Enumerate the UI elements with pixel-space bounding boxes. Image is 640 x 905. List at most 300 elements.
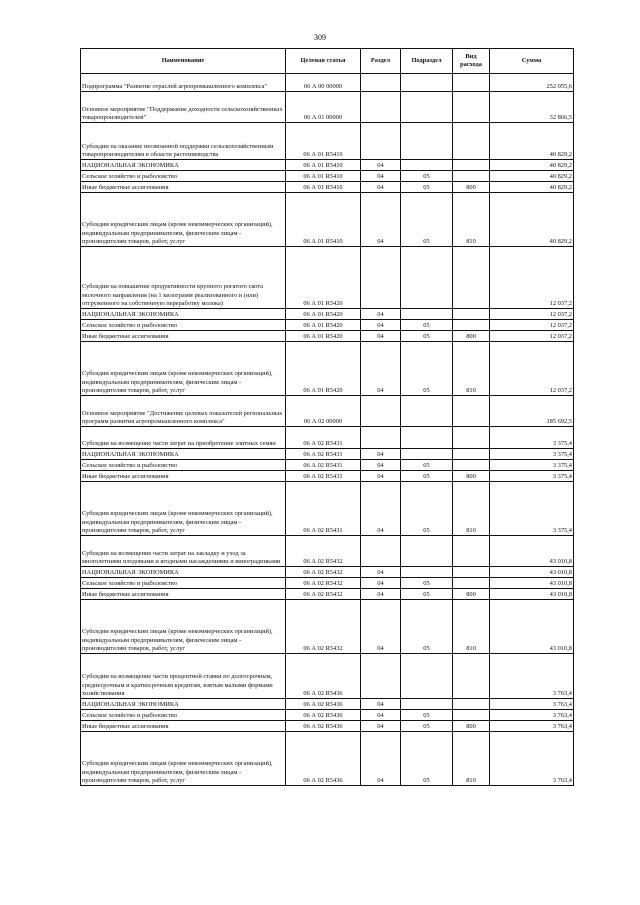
row-section-text: 04 [377,472,384,480]
row-expense-type [453,427,490,449]
row-expense-type [453,342,490,396]
row-name [81,578,286,589]
row-section [361,721,401,732]
row-subsection [401,396,453,427]
row-target-article-text: 06 А 02 R5432 [303,579,343,587]
row-expense-type [453,732,490,786]
row-subsection-text: 05 [423,579,430,587]
row-target-article [286,460,361,471]
row-subsection-text: 05 [423,461,430,469]
row-amount [490,471,574,482]
row-section-text: 04 [377,237,384,245]
row-name [81,471,286,482]
row-target-article-text: 06 А 01 R5410 [303,150,343,158]
row-subsection-text: 05 [423,644,430,652]
row-name [81,309,286,320]
row-subsection [401,578,453,589]
row-name-text: Подпрограмма "Развитие отраслей агропромышленного комплекса" [82,82,268,90]
row-target-article [286,342,361,396]
row-name [81,600,286,654]
row-amount-text: 12 037,2 [549,386,572,394]
row-expense-type [453,536,490,567]
row-amount-text: 40 829,2 [549,183,572,191]
row-name-text: Субсидии юридическим лицам (кроме некоммерческих организаций), индивидуальным предпринимателям, физическим лицам - производителям товаров, работ, услуг [82,760,273,784]
row-name-text: Сельское хозяйство и рыболовство [82,321,178,329]
row-amount-text: 3 763,4 [552,722,572,730]
row-target-article [286,396,361,427]
row-subsection [401,567,453,578]
row-name-text: НАЦИОНАЛЬНАЯ ЭКОНОМИКА [82,161,179,169]
row-amount [490,449,574,460]
row-amount [490,171,574,182]
row-target-article [286,721,361,732]
row-amount-text: 40 829,2 [549,172,572,180]
row-subsection-text: 05 [423,711,430,719]
row-amount [490,710,574,721]
row-subsection [401,449,453,460]
row-name-text: Иные бюджетные ассигнования [82,332,169,340]
row-section-text: 04 [377,776,384,784]
row-target-article-text: 06 А 02 R5431 [303,461,343,469]
row-target-article-text: 06 А 01 R5420 [303,299,343,307]
row-target-article [286,247,361,309]
row-subsection-text: 05 [423,183,430,191]
row-section [361,699,401,710]
row-subsection [401,721,453,732]
table-row [81,342,574,396]
row-amount-text: 43 010,8 [549,579,572,587]
table-row [81,721,574,732]
row-expense-type [453,331,490,342]
row-amount-text: 3 763,4 [552,776,572,784]
row-section [361,471,401,482]
row-subsection [401,171,453,182]
row-amount-text: 12 037,2 [549,321,572,329]
row-expense-type-text: 800 [466,722,476,730]
row-section [361,482,401,536]
row-target-article-text: 06 А 02 R5436 [303,722,343,730]
row-expense-type-text: 800 [466,183,476,191]
row-section-text: 04 [377,386,384,394]
row-amount [490,74,574,92]
row-target-article-text: 06 А 02 R5436 [303,689,343,697]
row-amount-text: 12 037,2 [549,310,572,318]
row-name [81,331,286,342]
row-amount [490,396,574,427]
table-row [81,74,574,92]
row-name-text: Иные бюджетные ассигнования [82,472,169,480]
table-row [81,654,574,699]
row-target-article [286,74,361,92]
row-target-article [286,92,361,123]
row-name [81,182,286,193]
row-target-article [286,567,361,578]
row-section-text: 04 [377,711,384,719]
row-expense-type [453,171,490,182]
row-section [361,160,401,171]
row-name-text: Иные бюджетные ассигнования [82,590,169,598]
row-amount-text: 3 375,4 [552,439,572,447]
row-subsection-text: 05 [423,776,430,784]
row-amount [490,123,574,160]
table-row [81,427,574,449]
row-amount [490,654,574,699]
row-subsection [401,699,453,710]
row-name-text: Сельское хозяйство и рыболовство [82,172,178,180]
row-target-article [286,578,361,589]
row-section [361,536,401,567]
row-section [361,74,401,92]
row-name-text: Иные бюджетные ассигнования [82,183,169,191]
row-target-article [286,427,361,449]
row-section [361,654,401,699]
row-amount-text: 3 375,4 [552,526,572,534]
row-expense-type [453,578,490,589]
row-name-text: Субсидии юридическим лицам (кроме некоммерческих организаций), индивидуальным предпринимателям, физическим лицам - производителям товаров, работ, услуг [82,370,273,394]
header-subsection: Подраздел [401,49,453,74]
row-subsection [401,92,453,123]
row-section-text: 04 [377,161,384,169]
row-section-text: 04 [377,568,384,576]
row-target-article-text: 06 А 02 R5431 [303,439,343,447]
row-expense-type-text: 810 [466,237,476,245]
row-name [81,449,286,460]
header-target-article: Целевая статья [286,49,361,74]
row-name-text: Субсидии юридическим лицам (кроме некоммерческих организаций), индивидуальным предпринимателям, физическим лицам - производителям товаров, работ, услуг [82,628,273,652]
row-target-article-text: 06 А 02 R5436 [303,711,343,719]
row-section-text: 04 [377,183,384,191]
row-expense-type [453,160,490,171]
row-name-text: Субсидии юридическим лицам (кроме некоммерческих организаций), индивидуальным предпринимателям, физическим лицам - производителям товаров, работ, услуг [82,221,273,245]
budget-table [80,48,574,786]
row-name-text: Основное мероприятие "Поддержание доходности сельскохозяйственных товаропроизводителей" [82,105,283,121]
row-section [361,600,401,654]
row-section [361,247,401,309]
row-target-article-text: 06 А 01 R5410 [303,172,343,180]
row-target-article [286,331,361,342]
row-subsection [401,589,453,600]
row-section-text: 04 [377,722,384,730]
row-name [81,654,286,699]
row-expense-type [453,482,490,536]
row-expense-type [453,589,490,600]
row-name [81,171,286,182]
table-row [81,309,574,320]
row-amount [490,600,574,654]
row-section [361,427,401,449]
row-section [361,710,401,721]
row-target-article-text: 06 А 02 R5432 [303,557,343,565]
row-amount-text: 185 692,5 [546,417,572,425]
row-section-text: 04 [377,172,384,180]
row-name-text: НАЦИОНАЛЬНАЯ ЭКОНОМИКА [82,568,179,576]
row-name-text: Сельское хозяйство и рыболовство [82,579,178,587]
row-amount [490,721,574,732]
row-target-article [286,471,361,482]
row-name-text: Субсидии на возмещение части затрат на закладку и уход за многолетними плодовыми и ягодными насаждениями и виноградниками [82,549,281,565]
row-section-text: 04 [377,332,384,340]
row-expense-type [453,600,490,654]
row-section [361,171,401,182]
table-row [81,331,574,342]
row-target-article-text: 06 А 02 R5432 [303,568,343,576]
table-row [81,92,574,123]
row-expense-type-text: 810 [466,526,476,534]
row-name-text: Сельское хозяйство и рыболовство [82,461,178,469]
row-name-text: Субсидии на возмещение части затрат на приобретение элитных семян [82,439,276,447]
row-expense-type [453,710,490,721]
table-row [81,460,574,471]
row-expense-type [453,654,490,699]
row-target-article [286,320,361,331]
row-section [361,460,401,471]
row-section-text: 04 [377,461,384,469]
table-row [81,449,574,460]
row-subsection-text: 05 [423,386,430,394]
row-amount [490,482,574,536]
table-row [81,699,574,710]
row-section-text: 04 [377,526,384,534]
row-name [81,193,286,247]
row-section-text: 04 [377,579,384,587]
row-amount [490,460,574,471]
row-amount [490,92,574,123]
row-amount-text: 3 375,4 [552,472,572,480]
row-target-article-text: 06 А 02 R5432 [303,590,343,598]
row-amount [490,331,574,342]
row-section-text: 04 [377,644,384,652]
row-name-text: Субсидии на повышение продуктивности крупного рогатого скота молочного направления (на 1 килограмм реализованного и (или) отгруженного на собственную переработку молока) [82,283,263,307]
row-amount [490,578,574,589]
row-section [361,193,401,247]
row-name-text: Иные бюджетные ассигнования [82,722,169,730]
row-target-article [286,589,361,600]
row-expense-type [453,309,490,320]
row-amount [490,309,574,320]
row-expense-type-text: 800 [466,590,476,598]
row-section-text: 04 [377,450,384,458]
row-amount-text: 40 829,2 [549,161,572,169]
row-section [361,449,401,460]
row-amount-text: 43 010,8 [549,644,572,652]
row-target-article-text: 06 А 02 R5432 [303,644,343,652]
row-subsection [401,182,453,193]
table-row [81,182,574,193]
row-amount-text: 43 010,8 [549,568,572,576]
row-target-article-text: 06 А 02 R5436 [303,700,343,708]
row-name [81,92,286,123]
row-name [81,74,286,92]
row-subsection-text: 05 [423,526,430,534]
row-expense-type-text: 810 [466,644,476,652]
row-section [361,396,401,427]
row-subsection [401,732,453,786]
table-row [81,600,574,654]
table-row [81,536,574,567]
table-row [81,710,574,721]
row-subsection [401,160,453,171]
row-subsection [401,74,453,92]
row-name [81,320,286,331]
table-row [81,578,574,589]
row-target-article-text: 06 А 00 00000 [303,82,343,90]
row-name-text: НАЦИОНАЛЬНАЯ ЭКОНОМИКА [82,450,179,458]
table-row [81,193,574,247]
row-subsection [401,309,453,320]
row-subsection [401,600,453,654]
row-name [81,567,286,578]
row-target-article-text: 06 А 01 R5420 [303,332,343,340]
row-amount [490,427,574,449]
row-name [81,732,286,786]
row-expense-type-text: 800 [466,332,476,340]
row-amount-text: 3 375,4 [552,450,572,458]
row-amount-text: 43 010,8 [549,557,572,565]
row-target-article-text: 06 А 01 R5410 [303,183,343,191]
row-target-article [286,600,361,654]
row-section [361,578,401,589]
row-expense-type [453,721,490,732]
row-subsection [401,536,453,567]
row-subsection-text: 05 [423,590,430,598]
row-target-article [286,123,361,160]
row-name [81,710,286,721]
row-name-text: НАЦИОНАЛЬНАЯ ЭКОНОМИКА [82,700,179,708]
row-name-text: Основное мероприятие "Достижение целевых показателей региональных программ развития агропромышленного комплекса" [82,409,283,425]
row-name [81,589,286,600]
row-target-article-text: 06 А 02 R5431 [303,450,343,458]
row-target-article-text: 06 А 02 R5431 [303,472,343,480]
row-target-article [286,449,361,460]
row-subsection-text: 05 [423,722,430,730]
row-name [81,342,286,396]
row-subsection [401,247,453,309]
row-target-article [286,182,361,193]
row-expense-type [453,396,490,427]
row-target-article-text: 06 А 02 R5436 [303,776,343,784]
header-amount: Сумма [490,49,574,74]
row-subsection [401,654,453,699]
row-section [361,123,401,160]
row-expense-type [453,471,490,482]
row-name-text: Субсидии на оказание несвязанной поддержки сельскохозяйственным товаропроизводителям в области растениеводства [82,142,274,158]
row-amount [490,247,574,309]
row-section [361,309,401,320]
row-subsection [401,320,453,331]
row-expense-type [453,74,490,92]
table-row [81,471,574,482]
row-amount [490,182,574,193]
row-target-article-text: 06 А 02 00000 [303,417,343,425]
row-amount [490,536,574,567]
row-subsection [401,331,453,342]
row-expense-type [453,699,490,710]
row-amount-text: 12 037,2 [549,332,572,340]
row-subsection [401,710,453,721]
row-section [361,92,401,123]
row-section [361,732,401,786]
row-amount [490,193,574,247]
row-section-text: 04 [377,590,384,598]
row-name [81,536,286,567]
row-target-article-text: 06 А 01 R5420 [303,386,343,394]
row-amount [490,342,574,396]
row-name-text: Субсидии на возмещение части процентной ставки по долгосрочным, среднесрочным и краткосрочным кредитам, взятым малыми формами хозяйствования [82,673,273,697]
row-expense-type [453,567,490,578]
row-name [81,721,286,732]
row-section [361,589,401,600]
row-section [361,320,401,331]
row-expense-type [453,320,490,331]
row-section [361,182,401,193]
row-amount [490,320,574,331]
row-name [81,427,286,449]
row-target-article-text: 06 А 01 R5420 [303,310,343,318]
row-amount [490,589,574,600]
row-expense-type-text: 800 [466,472,476,480]
table-row [81,123,574,160]
row-target-article [286,710,361,721]
row-amount-text: 3 375,4 [552,461,572,469]
table-row [81,320,574,331]
table-row [81,589,574,600]
table-row [81,396,574,427]
row-section-text: 04 [377,310,384,318]
row-amount [490,699,574,710]
row-subsection [401,482,453,536]
row-amount-text: 3 763,4 [552,700,572,708]
row-section [361,342,401,396]
row-name [81,482,286,536]
row-amount [490,160,574,171]
row-target-article [286,171,361,182]
row-amount [490,567,574,578]
row-name-text: Сельское хозяйство и рыболовство [82,711,178,719]
row-subsection-text: 05 [423,472,430,480]
row-subsection-text: 05 [423,172,430,180]
row-name [81,160,286,171]
row-section-text: 04 [377,321,384,329]
row-expense-type [453,247,490,309]
table-row [81,567,574,578]
row-target-article [286,732,361,786]
row-subsection [401,460,453,471]
row-amount-text: 3 763,4 [552,711,572,719]
row-subsection [401,471,453,482]
row-amount-text: 3 763,4 [552,689,572,697]
row-subsection [401,427,453,449]
row-target-article [286,309,361,320]
row-target-article [286,482,361,536]
row-name [81,123,286,160]
row-target-article [286,193,361,247]
row-subsection [401,123,453,160]
row-subsection-text: 05 [423,332,430,340]
row-expense-type-text: 810 [466,776,476,784]
row-amount-text: 12 037,2 [549,299,572,307]
row-name [81,247,286,309]
row-section [361,331,401,342]
row-target-article [286,160,361,171]
row-name-text: Субсидии юридическим лицам (кроме некоммерческих организаций), индивидуальным предпринимателям, физическим лицам - производителям товаров, работ, услуг [82,510,273,534]
row-section [361,567,401,578]
row-expense-type [453,92,490,123]
row-expense-type [453,460,490,471]
row-subsection-text: 05 [423,321,430,329]
row-amount [490,732,574,786]
header-section: Раздел [361,49,401,74]
row-target-article-text: 06 А 01 00000 [303,113,343,121]
